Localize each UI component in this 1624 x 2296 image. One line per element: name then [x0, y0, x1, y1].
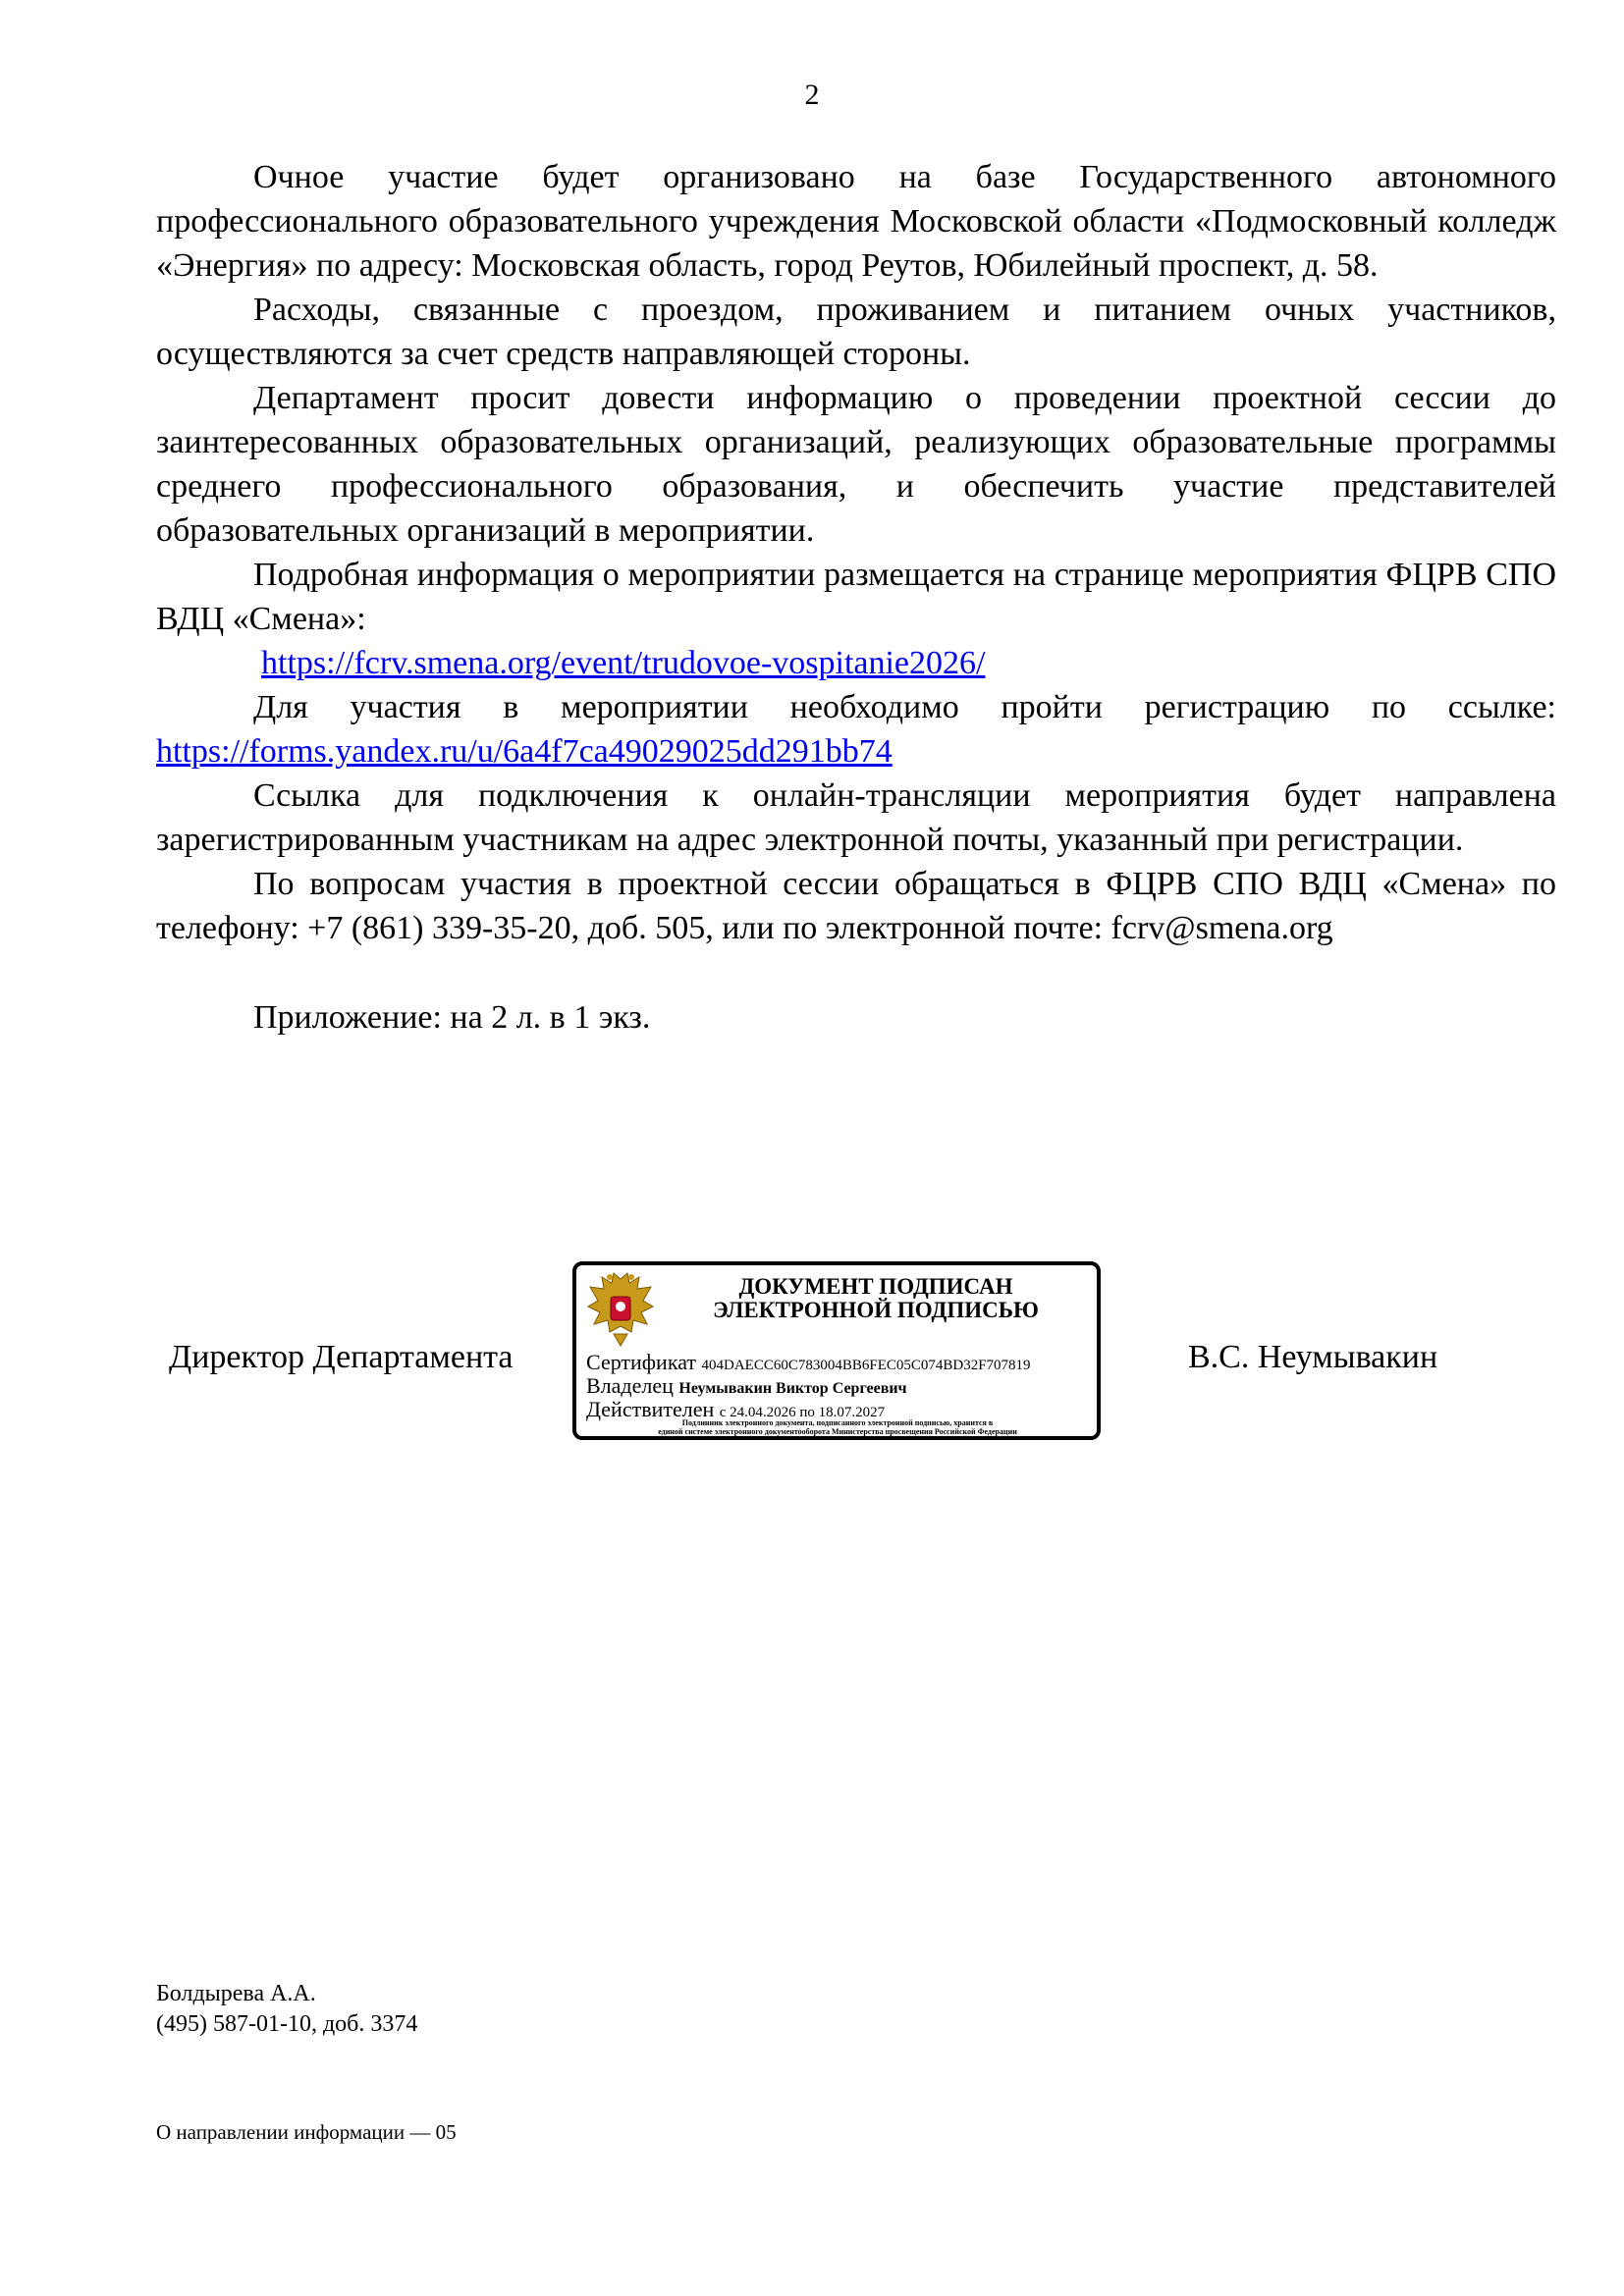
paragraph-expenses: Расходы, связанные с проездом, проживанием и питанием очных участников, осуществляются за счет средств направляющей стороны. — [156, 292, 1556, 372]
stamp-footnote-line-2: единой системе электронного документооборота Министерства просвещения Российской Федерации — [658, 1427, 1017, 1436]
certificate-label: Сертификат — [586, 1350, 696, 1374]
footer-note: О направлении информации — 05 — [156, 2120, 457, 2144]
stamp-title-line-1: ДОКУМЕНТ ПОДПИСАН — [738, 1274, 1013, 1299]
owner-label: Владелец — [586, 1373, 674, 1398]
stamp-title-line-2: ЭЛЕКТРОННОЙ ПОДПИСЬЮ — [713, 1298, 1039, 1322]
certificate-value: 404DAECC60C783004BB6FEC05C074BD32F707819 — [701, 1358, 1031, 1373]
executor-phone: (495) 587-01-10, доб. 3374 — [156, 2011, 418, 2037]
stamp-footnote — [586, 1418, 1089, 1436]
owner-value: Неумывакин Виктор Сергеевич — [678, 1380, 907, 1397]
electronic-signature-stamp — [572, 1261, 1101, 1440]
registration-text: Для участия в мероприятии необходимо пройти регистрацию по ссылке: — [253, 689, 1556, 725]
paragraph-contacts: По вопросам участия в проектной сессии обращаться в ФЦРВ СПО ВДЦ «Смена» по телефону: +7 (861) 339-35-20, доб. 505, или по электронной почте: fcrv@smena.org — [156, 866, 1556, 946]
stamp-footnote-line-1: Подлинник электронного документа, подписанного электронной подписью, хранится в — [681, 1418, 994, 1427]
page-number: 2 — [804, 79, 820, 111]
event-page-link-line — [156, 641, 1556, 685]
executor-contact — [156, 1979, 417, 2040]
owner-line — [586, 1373, 907, 1399]
stamp-title — [665, 1275, 1087, 1322]
paragraph-broadcast: Ссылка для подключения к онлайн-трансляции мероприятия будет направлена зарегистрированным участникам на адрес электронной почты, указанный при регистрации. — [156, 777, 1556, 858]
executor-name: Болдырева А.А. — [156, 1981, 316, 2006]
signer-name: В.С. Неумывакин — [1188, 1339, 1438, 1375]
validity-label: Действителен — [586, 1397, 715, 1421]
registration-link[interactable]: https://forms.yandex.ru/u/6a4f7ca49029025dd291bb74 — [156, 733, 893, 770]
paragraph-request: Департамент просит довести информацию о проведении проектной сессии до заинтересованных образовательных организаций, реализующих образовательные программы среднего профессионального образования, и обеспечить участие представителей образовательных организаций в мероприятии. — [156, 380, 1556, 549]
paragraph-info-page: Подробная информация о мероприятии размещается на странице мероприятия ФЦРВ СПО ВДЦ «Смена»: — [156, 557, 1556, 637]
signer-position: Директор Департамента — [169, 1339, 514, 1375]
letter-body — [156, 155, 1556, 1040]
coat-of-arms-icon — [584, 1271, 657, 1350]
paragraph-venue: Очное участие будет организовано на базе Государственного автономного профессионального образовательного учреждения Московской области «Подмосковный колледж «Энергия» по адресу: Московская область, город Реутов, Юбилейный проспект, д. 58. — [156, 159, 1556, 284]
attachment-note: Приложение: на 2 л. в 1 экз. — [253, 999, 651, 1036]
event-page-link[interactable]: https://fcrv.smena.org/event/trudovoe-vospitanie2026/ — [261, 645, 986, 681]
validity-value: с 24.04.2026 по 18.07.2027 — [719, 1405, 886, 1420]
paragraph-registration — [156, 685, 1556, 774]
certificate-line — [586, 1350, 1031, 1375]
